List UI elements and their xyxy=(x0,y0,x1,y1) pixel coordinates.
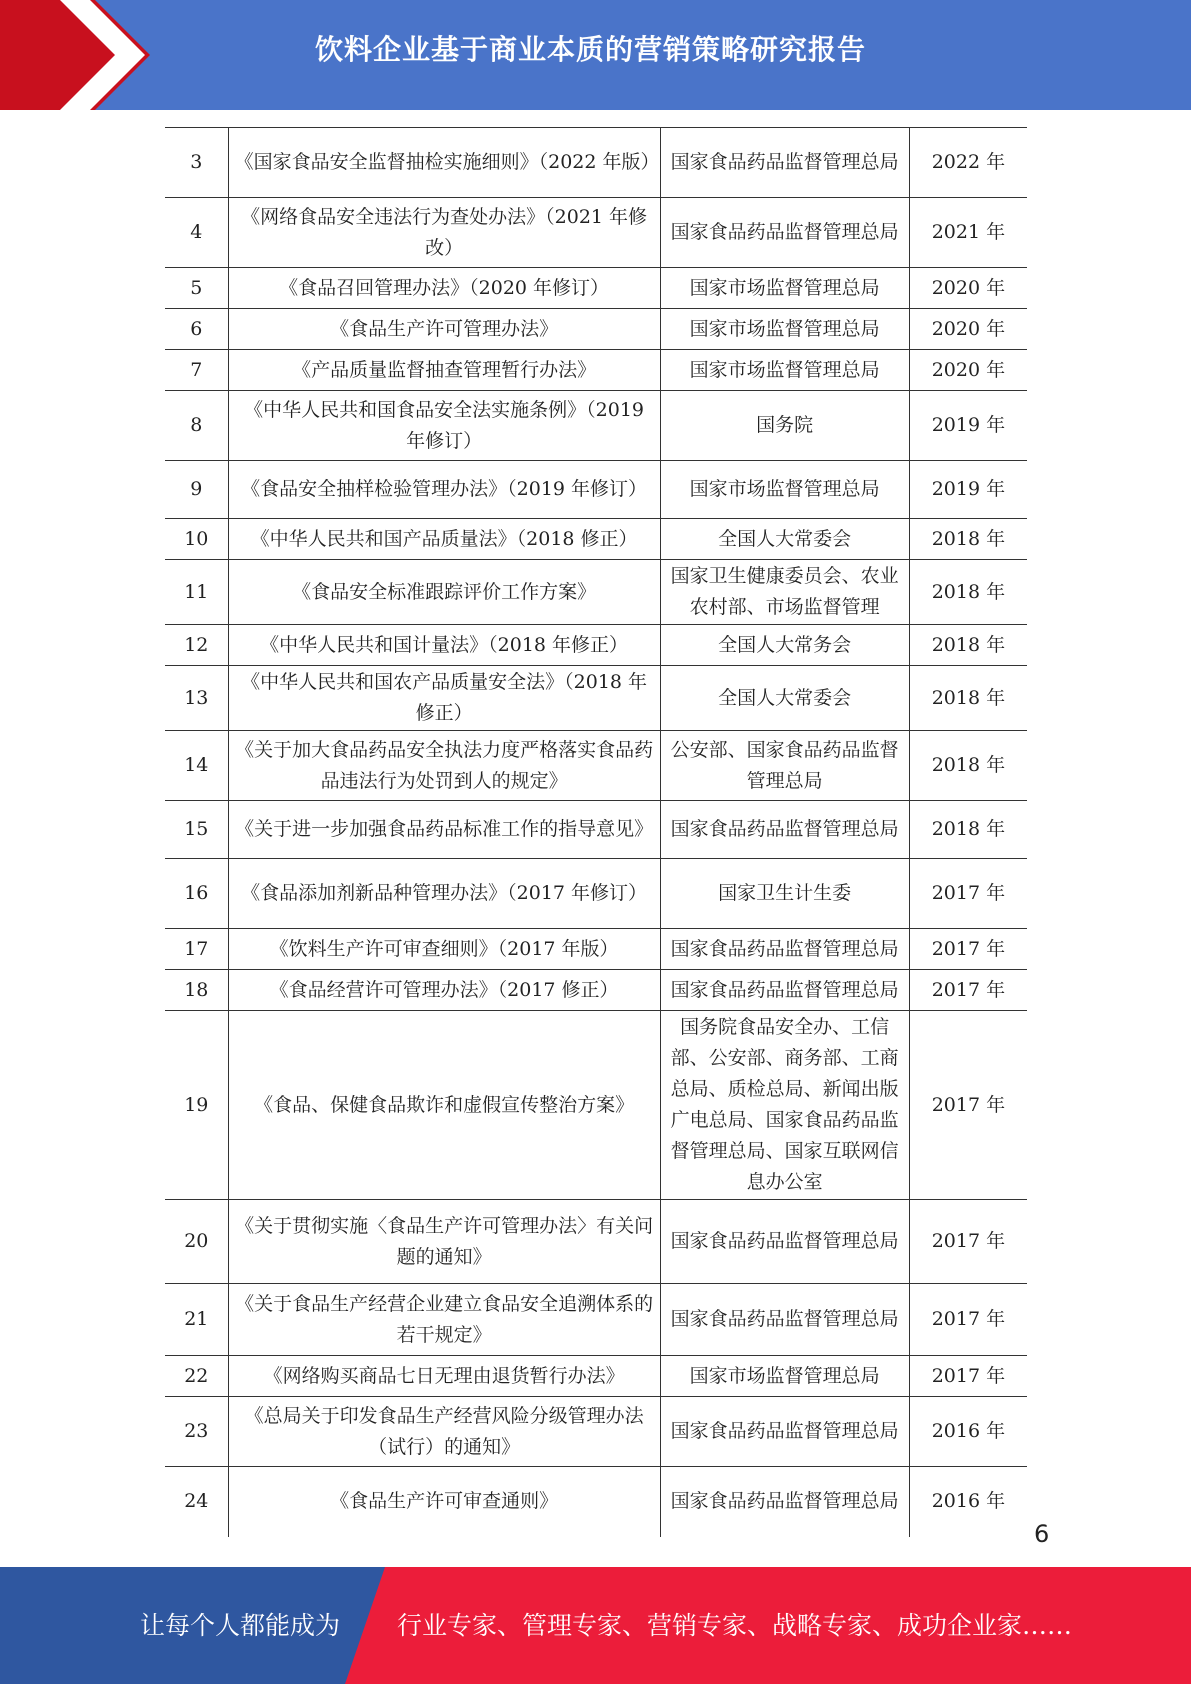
issuing-authority: 全国人大常务会 xyxy=(660,625,909,666)
issuing-authority: 国家食品药品监督管理总局 xyxy=(660,198,909,268)
issuing-authority: 全国人大常委会 xyxy=(660,666,909,731)
table-row xyxy=(165,1397,1027,1467)
regulation-name: 《食品生产许可审查通则》 xyxy=(228,1467,660,1537)
page-footer xyxy=(0,1567,1191,1684)
row-number: 4 xyxy=(165,198,228,268)
row-number: 12 xyxy=(165,625,228,666)
regulation-name: 《食品安全抽样检验管理办法》（2019 年修订） xyxy=(228,461,660,519)
row-number: 16 xyxy=(165,859,228,929)
issuing-authority: 国家市场监督管理总局 xyxy=(660,309,909,350)
table-row xyxy=(165,350,1027,391)
table-row xyxy=(165,859,1027,929)
issue-year: 2021 年 xyxy=(909,198,1027,268)
table-row xyxy=(165,309,1027,350)
issue-year: 2018 年 xyxy=(909,731,1027,801)
table-row xyxy=(165,1356,1027,1397)
regulation-name: 《饮料生产许可审查细则》（2017 年版） xyxy=(228,929,660,970)
table-row xyxy=(165,391,1027,461)
table-row xyxy=(165,560,1027,625)
row-number: 6 xyxy=(165,309,228,350)
row-number: 10 xyxy=(165,519,228,560)
row-number: 23 xyxy=(165,1397,228,1467)
issue-year: 2018 年 xyxy=(909,519,1027,560)
issue-year: 2017 年 xyxy=(909,1200,1027,1284)
regulation-name: 《食品、保健食品欺诈和虚假宣传整治方案》 xyxy=(228,1011,660,1200)
row-number: 5 xyxy=(165,268,228,309)
row-number: 22 xyxy=(165,1356,228,1397)
issue-year: 2020 年 xyxy=(909,309,1027,350)
row-number: 13 xyxy=(165,666,228,731)
table-row xyxy=(165,128,1027,198)
regulation-name: 《中华人民共和国计量法》（2018 年修正） xyxy=(228,625,660,666)
regulation-name: 《中华人民共和国食品安全法实施条例》（2019 年修订） xyxy=(228,391,660,461)
row-number: 18 xyxy=(165,970,228,1011)
footer-slogan-right: 行业专家、管理专家、营销专家、战略专家、成功企业家…… xyxy=(397,1611,1073,1640)
issuing-authority: 国家食品药品监督管理总局 xyxy=(660,801,909,859)
regulation-name: 《食品添加剂新品种管理办法》（2017 年修订） xyxy=(228,859,660,929)
row-number: 17 xyxy=(165,929,228,970)
issue-year: 2016 年 xyxy=(909,1397,1027,1467)
regulation-name: 《国家食品安全监督抽检实施细则》（2022 年版） xyxy=(228,128,660,198)
row-number: 20 xyxy=(165,1200,228,1284)
row-number: 9 xyxy=(165,461,228,519)
row-number: 3 xyxy=(165,128,228,198)
regulation-name: 《关于食品生产经营企业建立食品安全追溯体系的若干规定》 xyxy=(228,1284,660,1356)
table-row xyxy=(165,461,1027,519)
issue-year: 2017 年 xyxy=(909,1284,1027,1356)
issue-year: 2018 年 xyxy=(909,560,1027,625)
regulations-table xyxy=(165,127,1027,1537)
issue-year: 2017 年 xyxy=(909,970,1027,1011)
issuing-authority: 国家食品药品监督管理总局 xyxy=(660,1467,909,1537)
issue-year: 2020 年 xyxy=(909,350,1027,391)
row-number: 14 xyxy=(165,731,228,801)
row-number: 11 xyxy=(165,560,228,625)
row-number: 7 xyxy=(165,350,228,391)
regulation-name: 《食品安全标准跟踪评价工作方案》 xyxy=(228,560,660,625)
report-title: 饮料企业基于商业本质的营销策略研究报告 xyxy=(314,33,866,66)
issuing-authority: 国务院食品安全办、工信部、公安部、商务部、工商总局、质检总局、新闻出版广电总局、国家食品药品监督管理总局、国家互联网信息办公室 xyxy=(660,1011,909,1200)
issuing-authority: 国家食品药品监督管理总局 xyxy=(660,1397,909,1467)
regulation-name: 《中华人民共和国农产品质量安全法》（2018 年修正） xyxy=(228,666,660,731)
issue-year: 2020 年 xyxy=(909,268,1027,309)
regulation-name: 《关于加大食品药品安全执法力度严格落实食品药品违法行为处罚到人的规定》 xyxy=(228,731,660,801)
row-number: 8 xyxy=(165,391,228,461)
issuing-authority: 国家市场监督管理总局 xyxy=(660,268,909,309)
row-number: 15 xyxy=(165,801,228,859)
issue-year: 2017 年 xyxy=(909,929,1027,970)
regulation-name: 《中华人民共和国产品质量法》（2018 修正） xyxy=(228,519,660,560)
issuing-authority: 国家卫生计生委 xyxy=(660,859,909,929)
table-row xyxy=(165,929,1027,970)
issue-year: 2019 年 xyxy=(909,461,1027,519)
table-row xyxy=(165,666,1027,731)
regulation-name: 《网络购买商品七日无理由退货暂行办法》 xyxy=(228,1356,660,1397)
table-row xyxy=(165,198,1027,268)
issuing-authority: 国家市场监督管理总局 xyxy=(660,1356,909,1397)
regulation-name: 《关于进一步加强食品药品标准工作的指导意见》 xyxy=(228,801,660,859)
table-row xyxy=(165,1200,1027,1284)
issue-year: 2017 年 xyxy=(909,859,1027,929)
issue-year: 2018 年 xyxy=(909,625,1027,666)
table-row xyxy=(165,1284,1027,1356)
issue-year: 2019 年 xyxy=(909,391,1027,461)
regulation-name: 《食品召回管理办法》（2020 年修订） xyxy=(228,268,660,309)
regulation-name: 《关于贯彻实施〈食品生产许可管理办法〉有关问题的通知》 xyxy=(228,1200,660,1284)
issue-year: 2016 年 xyxy=(909,1467,1027,1537)
table-row xyxy=(165,519,1027,560)
issuing-authority: 国家市场监督管理总局 xyxy=(660,350,909,391)
regulation-name: 《产品质量监督抽查管理暂行办法》 xyxy=(228,350,660,391)
table-row xyxy=(165,625,1027,666)
regulation-name: 《食品经营许可管理办法》（2017 修正） xyxy=(228,970,660,1011)
regulation-name: 《网络食品安全违法行为查处办法》（2021 年修改） xyxy=(228,198,660,268)
footer-slogan-left: 让每个人都能成为 xyxy=(140,1611,341,1640)
regulation-name: 《总局关于印发食品生产经营风险分级管理办法（试行）的通知》 xyxy=(228,1397,660,1467)
row-number: 19 xyxy=(165,1011,228,1200)
issuing-authority: 国家食品药品监督管理总局 xyxy=(660,128,909,198)
table-row xyxy=(165,731,1027,801)
row-number: 21 xyxy=(165,1284,228,1356)
issuing-authority: 国家食品药品监督管理总局 xyxy=(660,970,909,1011)
page-header xyxy=(0,0,1191,110)
row-number: 24 xyxy=(165,1467,228,1537)
issue-year: 2017 年 xyxy=(909,1011,1027,1200)
issue-year: 2017 年 xyxy=(909,1356,1027,1397)
issue-year: 2018 年 xyxy=(909,801,1027,859)
issuing-authority: 国家食品药品监督管理总局 xyxy=(660,929,909,970)
issuing-authority: 国家食品药品监督管理总局 xyxy=(660,1200,909,1284)
page-number: 6 xyxy=(1034,1520,1050,1548)
table-row xyxy=(165,1011,1027,1200)
table-row xyxy=(165,801,1027,859)
issuing-authority: 全国人大常委会 xyxy=(660,519,909,560)
table-row xyxy=(165,1467,1027,1537)
table-row xyxy=(165,268,1027,309)
issuing-authority: 国家卫生健康委员会、农业农村部、市场监督管理 xyxy=(660,560,909,625)
issuing-authority: 国家市场监督管理总局 xyxy=(660,461,909,519)
issuing-authority: 国务院 xyxy=(660,391,909,461)
issue-year: 2018 年 xyxy=(909,666,1027,731)
issuing-authority: 公安部、国家食品药品监督管理总局 xyxy=(660,731,909,801)
regulation-name: 《食品生产许可管理办法》 xyxy=(228,309,660,350)
issue-year: 2022 年 xyxy=(909,128,1027,198)
table-row xyxy=(165,970,1027,1011)
issuing-authority: 国家食品药品监督管理总局 xyxy=(660,1284,909,1356)
